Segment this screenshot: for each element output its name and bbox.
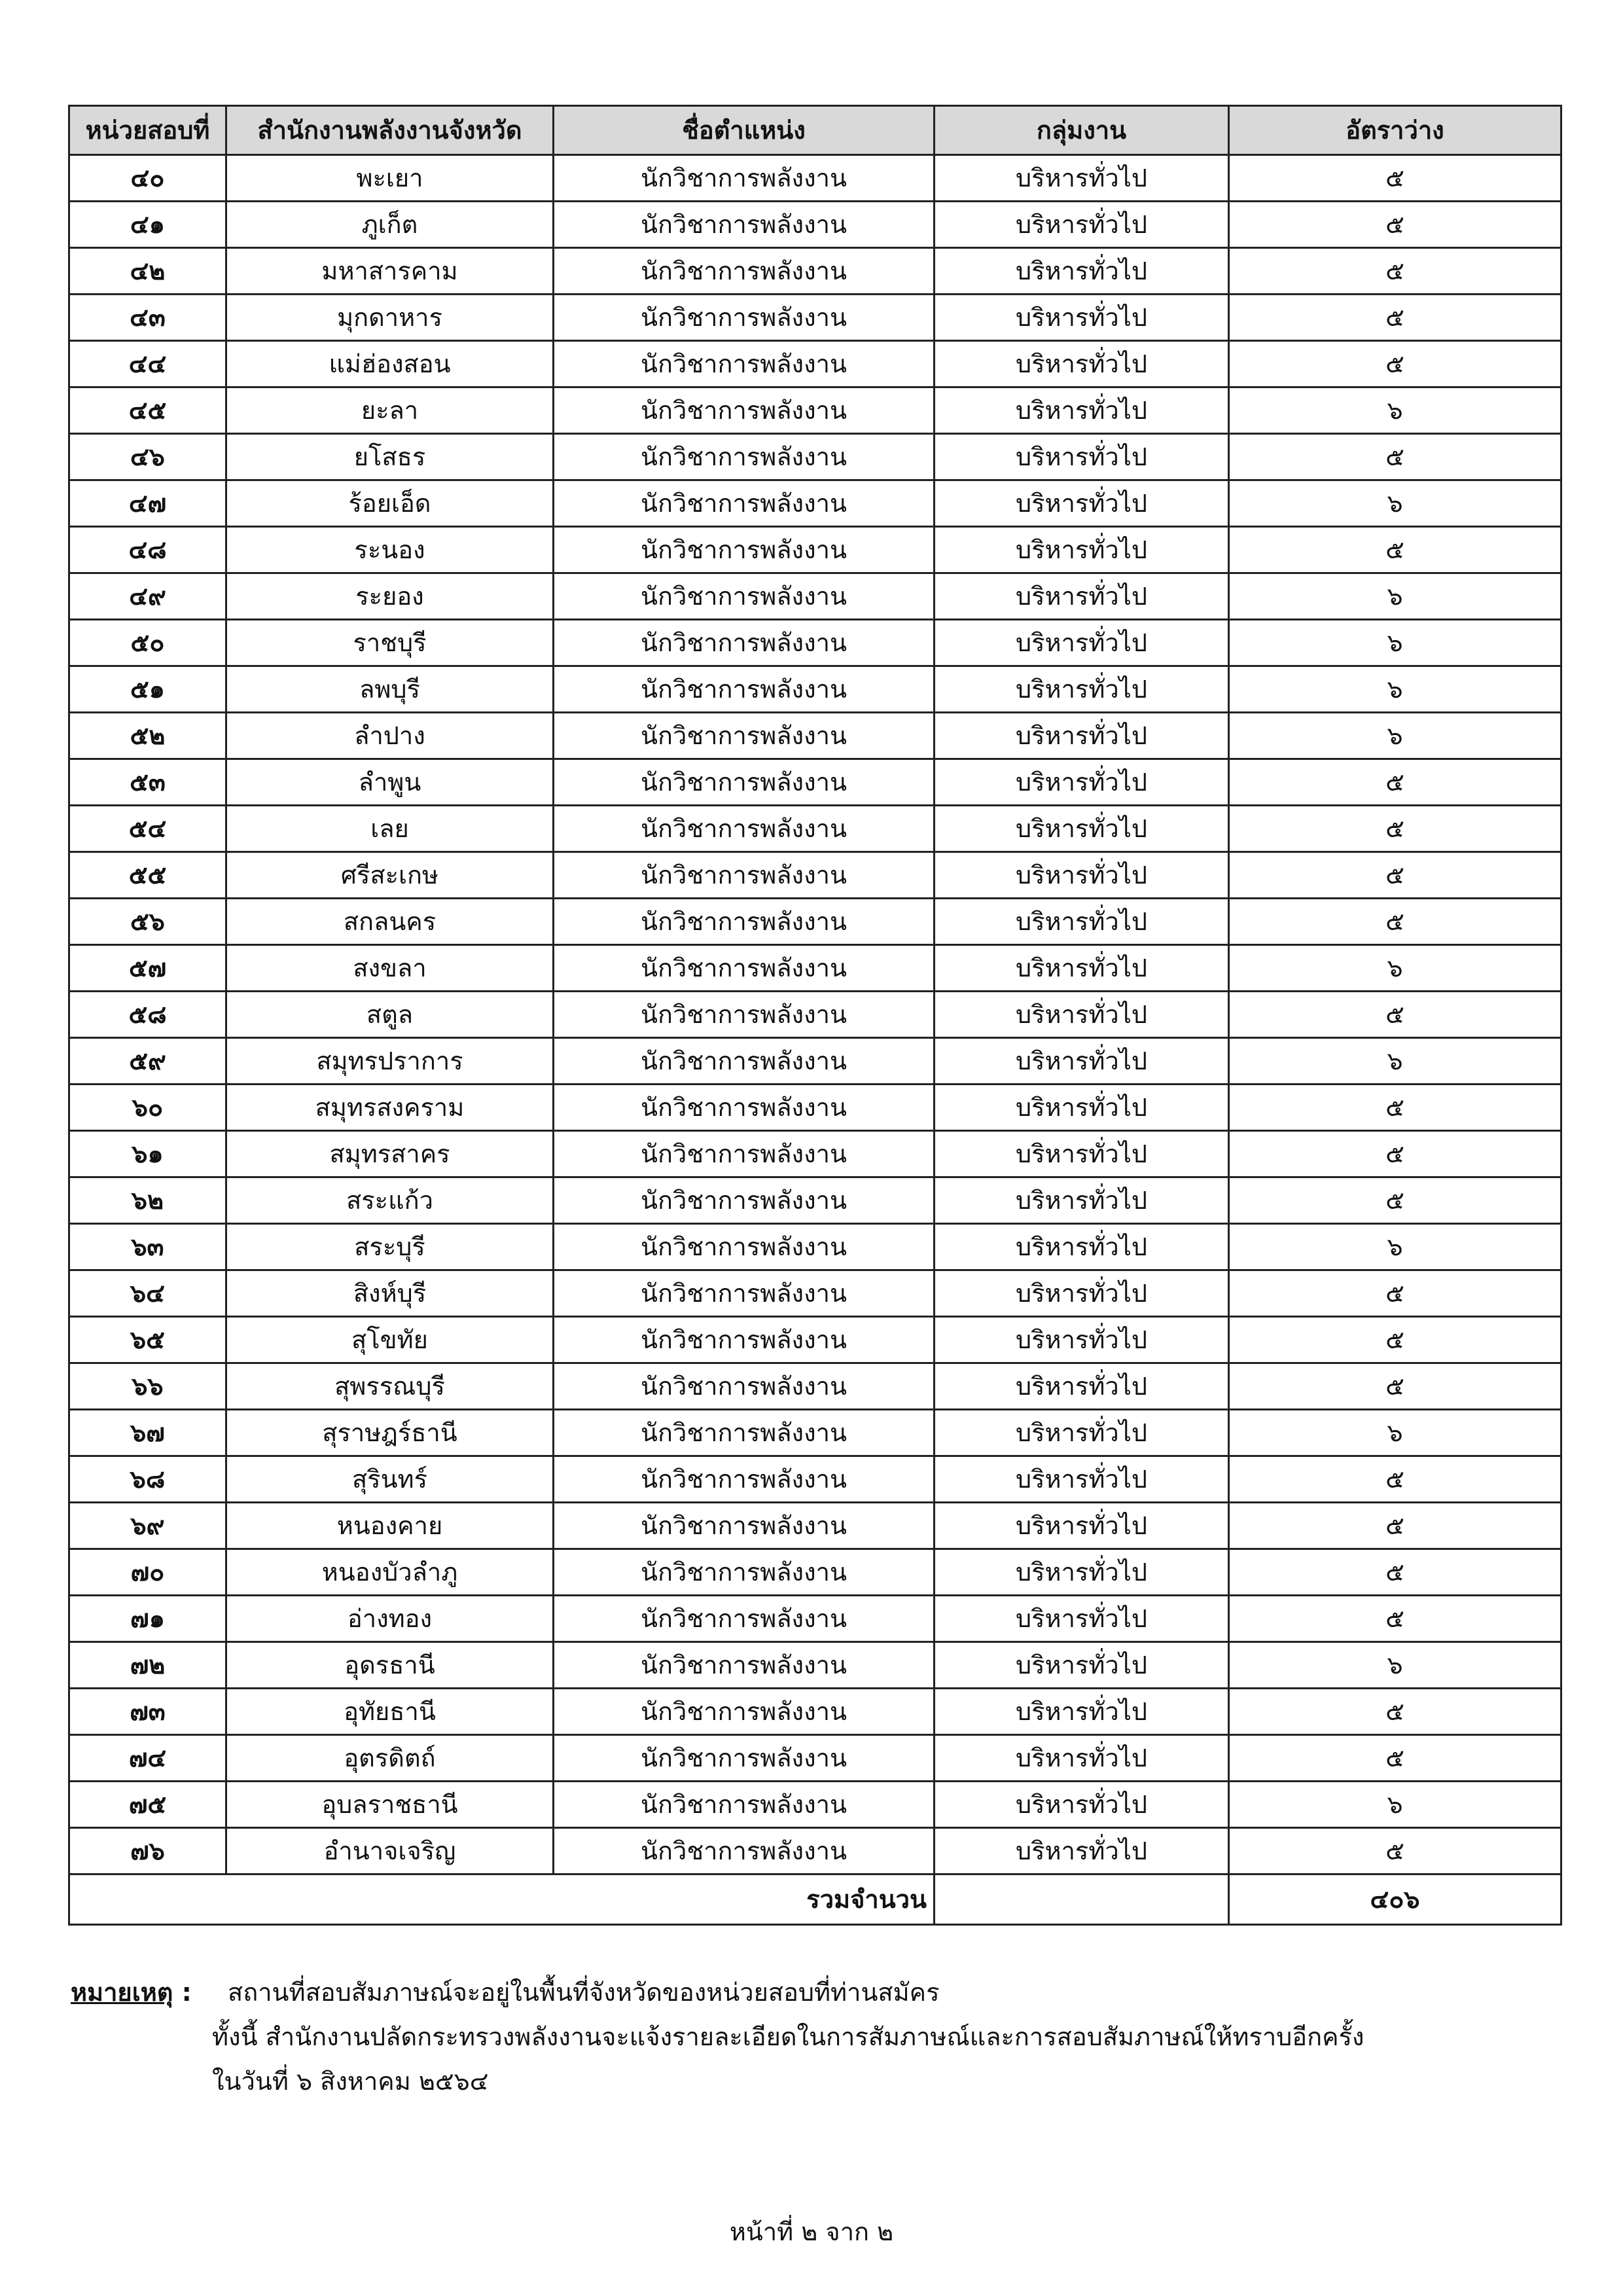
cell-group: บริหารทั่วไป	[935, 1038, 1229, 1085]
cell-group: บริหารทั่วไป	[935, 387, 1229, 434]
table-row	[69, 1689, 1561, 1735]
table-row	[69, 573, 1561, 620]
cell-unit: ๕๖	[69, 899, 226, 945]
cell-rate: ๖	[1229, 713, 1561, 759]
cell-office: ภูเก็ต	[226, 202, 554, 248]
cell-group: บริหารทั่วไป	[935, 1549, 1229, 1596]
cell-group: บริหารทั่วไป	[935, 480, 1229, 527]
cell-unit: ๔๐	[69, 155, 226, 202]
cell-group: บริหารทั่วไป	[935, 527, 1229, 573]
table-row	[69, 434, 1561, 480]
table-row	[69, 899, 1561, 945]
table-row	[69, 1177, 1561, 1224]
cell-position: นักวิชาการพลังงาน	[554, 1782, 935, 1828]
table-row	[69, 1456, 1561, 1503]
cell-unit: ๕๐	[69, 620, 226, 666]
cell-unit: ๔๓	[69, 295, 226, 341]
cell-office: สุราษฎร์ธานี	[226, 1410, 554, 1456]
cell-group: บริหารทั่วไป	[935, 1782, 1229, 1828]
table-row	[69, 1642, 1561, 1689]
cell-position: นักวิชาการพลังงาน	[554, 480, 935, 527]
table-row	[69, 620, 1561, 666]
cell-position: นักวิชาการพลังงาน	[554, 202, 935, 248]
cell-office: สุโขทัย	[226, 1317, 554, 1363]
total-label: รวมจำนวน	[69, 1874, 935, 1925]
vacancy-table	[68, 105, 1562, 1926]
cell-group: บริหารทั่วไป	[935, 620, 1229, 666]
cell-group: บริหารทั่วไป	[935, 202, 1229, 248]
cell-unit: ๖๔	[69, 1270, 226, 1317]
cell-rate: ๕	[1229, 1456, 1561, 1503]
cell-position: นักวิชาการพลังงาน	[554, 1689, 935, 1735]
cell-rate: ๕	[1229, 759, 1561, 806]
header-position: ชื่อตำแหน่ง	[554, 106, 935, 155]
table-row	[69, 295, 1561, 341]
cell-office: หนองคาย	[226, 1503, 554, 1549]
cell-office: ศรีสะเกษ	[226, 852, 554, 899]
cell-unit: ๖๕	[69, 1317, 226, 1363]
cell-unit: ๕๕	[69, 852, 226, 899]
cell-position: นักวิชาการพลังงาน	[554, 713, 935, 759]
cell-office: สมุทรสงคราม	[226, 1085, 554, 1131]
table-row	[69, 1782, 1561, 1828]
cell-office: สตูล	[226, 992, 554, 1038]
cell-rate: ๕	[1229, 1131, 1561, 1177]
cell-rate: ๕	[1229, 1689, 1561, 1735]
cell-office: หนองบัวลำภู	[226, 1549, 554, 1596]
cell-rate: ๕	[1229, 1363, 1561, 1410]
cell-unit: ๗๖	[69, 1828, 226, 1874]
note-section	[71, 1970, 1510, 2104]
cell-rate: ๖	[1229, 480, 1561, 527]
cell-group: บริหารทั่วไป	[935, 248, 1229, 295]
cell-office: ร้อยเอ็ด	[226, 480, 554, 527]
cell-office: สิงห์บุรี	[226, 1270, 554, 1317]
table-row	[69, 1038, 1561, 1085]
table-body	[69, 155, 1561, 1874]
cell-office: สระบุรี	[226, 1224, 554, 1270]
total-empty-cell	[935, 1874, 1229, 1925]
cell-office: สระแก้ว	[226, 1177, 554, 1224]
header-office: สำนักงานพลังงานจังหวัด	[226, 106, 554, 155]
cell-position: นักวิชาการพลังงาน	[554, 1456, 935, 1503]
cell-unit: ๖๙	[69, 1503, 226, 1549]
cell-rate: ๕	[1229, 434, 1561, 480]
cell-position: นักวิชาการพลังงาน	[554, 248, 935, 295]
table-row	[69, 1503, 1561, 1549]
cell-office: ราชบุรี	[226, 620, 554, 666]
cell-rate: ๕	[1229, 1317, 1561, 1363]
table-header-row	[69, 106, 1561, 155]
cell-position: นักวิชาการพลังงาน	[554, 620, 935, 666]
table-row	[69, 1363, 1561, 1410]
cell-unit: ๗๑	[69, 1596, 226, 1642]
cell-position: นักวิชาการพลังงาน	[554, 155, 935, 202]
cell-rate: ๖	[1229, 620, 1561, 666]
cell-position: นักวิชาการพลังงาน	[554, 295, 935, 341]
cell-group: บริหารทั่วไป	[935, 1735, 1229, 1782]
cell-unit: ๗๒	[69, 1642, 226, 1689]
cell-unit: ๕๑	[69, 666, 226, 713]
table-row	[69, 1270, 1561, 1317]
cell-office: อุตรดิตถ์	[226, 1735, 554, 1782]
table-row	[69, 666, 1561, 713]
cell-group: บริหารทั่วไป	[935, 1085, 1229, 1131]
cell-group: บริหารทั่วไป	[935, 573, 1229, 620]
cell-position: นักวิชาการพลังงาน	[554, 1317, 935, 1363]
cell-group: บริหารทั่วไป	[935, 1317, 1229, 1363]
table-row	[69, 341, 1561, 387]
cell-office: ระนอง	[226, 527, 554, 573]
table-row	[69, 759, 1561, 806]
cell-unit: ๕๗	[69, 945, 226, 992]
table-total-row	[69, 1874, 1561, 1925]
cell-office: ยโสธร	[226, 434, 554, 480]
cell-unit: ๔๗	[69, 480, 226, 527]
table-row	[69, 852, 1561, 899]
cell-group: บริหารทั่วไป	[935, 1689, 1229, 1735]
cell-rate: ๖	[1229, 1038, 1561, 1085]
note-label-colon: :	[173, 1978, 192, 2007]
cell-unit: ๗๐	[69, 1549, 226, 1596]
cell-position: นักวิชาการพลังงาน	[554, 1177, 935, 1224]
cell-position: นักวิชาการพลังงาน	[554, 1642, 935, 1689]
cell-unit: ๔๘	[69, 527, 226, 573]
cell-rate: ๖	[1229, 1410, 1561, 1456]
cell-rate: ๕	[1229, 202, 1561, 248]
cell-group: บริหารทั่วไป	[935, 1177, 1229, 1224]
cell-unit: ๗๔	[69, 1735, 226, 1782]
cell-position: นักวิชาการพลังงาน	[554, 387, 935, 434]
header-group: กลุ่มงาน	[935, 106, 1229, 155]
cell-office: มุกดาหาร	[226, 295, 554, 341]
cell-rate: ๖	[1229, 945, 1561, 992]
cell-office: ยะลา	[226, 387, 554, 434]
cell-unit: ๔๒	[69, 248, 226, 295]
cell-group: บริหารทั่วไป	[935, 155, 1229, 202]
cell-position: นักวิชาการพลังงาน	[554, 527, 935, 573]
cell-unit: ๔๑	[69, 202, 226, 248]
cell-group: บริหารทั่วไป	[935, 1456, 1229, 1503]
cell-office: สุพรรณบุรี	[226, 1363, 554, 1410]
cell-rate: ๖	[1229, 666, 1561, 713]
table-row	[69, 992, 1561, 1038]
cell-position: นักวิชาการพลังงาน	[554, 1503, 935, 1549]
cell-rate: ๖	[1229, 1224, 1561, 1270]
table-row	[69, 1549, 1561, 1596]
cell-rate: ๕	[1229, 527, 1561, 573]
cell-unit: ๕๒	[69, 713, 226, 759]
cell-office: อุดรธานี	[226, 1642, 554, 1689]
cell-position: นักวิชาการพลังงาน	[554, 1270, 935, 1317]
cell-group: บริหารทั่วไป	[935, 945, 1229, 992]
cell-position: นักวิชาการพลังงาน	[554, 992, 935, 1038]
table-row	[69, 1410, 1561, 1456]
cell-group: บริหารทั่วไป	[935, 1270, 1229, 1317]
cell-rate: ๕	[1229, 992, 1561, 1038]
cell-office: ระยอง	[226, 573, 554, 620]
table-row	[69, 1085, 1561, 1131]
cell-position: นักวิชาการพลังงาน	[554, 1596, 935, 1642]
cell-rate: ๕	[1229, 1503, 1561, 1549]
table-row	[69, 1131, 1561, 1177]
cell-group: บริหารทั่วไป	[935, 852, 1229, 899]
cell-position: นักวิชาการพลังงาน	[554, 1224, 935, 1270]
cell-group: บริหารทั่วไป	[935, 1596, 1229, 1642]
cell-position: นักวิชาการพลังงาน	[554, 666, 935, 713]
note-label	[71, 1970, 228, 2015]
table-row	[69, 202, 1561, 248]
table-row	[69, 1596, 1561, 1642]
cell-office: ลำปาง	[226, 713, 554, 759]
table-row	[69, 1224, 1561, 1270]
page-number: หน้าที่ ๒ จาก ๒	[729, 2217, 894, 2246]
cell-office: อุทัยธานี	[226, 1689, 554, 1735]
cell-office: สงขลา	[226, 945, 554, 992]
table-row	[69, 387, 1561, 434]
cell-group: บริหารทั่วไป	[935, 713, 1229, 759]
cell-rate: ๖	[1229, 387, 1561, 434]
cell-group: บริหารทั่วไป	[935, 899, 1229, 945]
cell-rate: ๕	[1229, 1596, 1561, 1642]
cell-rate: ๕	[1229, 806, 1561, 852]
cell-group: บริหารทั่วไป	[935, 434, 1229, 480]
cell-position: นักวิชาการพลังงาน	[554, 899, 935, 945]
cell-rate: ๕	[1229, 852, 1561, 899]
cell-unit: ๕๙	[69, 1038, 226, 1085]
cell-unit: ๔๕	[69, 387, 226, 434]
cell-rate: ๕	[1229, 1270, 1561, 1317]
cell-position: นักวิชาการพลังงาน	[554, 945, 935, 992]
cell-office: พะเยา	[226, 155, 554, 202]
table-row	[69, 480, 1561, 527]
cell-position: นักวิชาการพลังงาน	[554, 1085, 935, 1131]
cell-position: นักวิชาการพลังงาน	[554, 806, 935, 852]
cell-rate: ๕	[1229, 248, 1561, 295]
header-unit: หน่วยสอบที่	[69, 106, 226, 155]
table-row	[69, 248, 1561, 295]
cell-office: ลำพูน	[226, 759, 554, 806]
cell-group: บริหารทั่วไป	[935, 666, 1229, 713]
table-row	[69, 155, 1561, 202]
cell-office: อำนาจเจริญ	[226, 1828, 554, 1874]
cell-group: บริหารทั่วไป	[935, 1363, 1229, 1410]
cell-unit: ๗๓	[69, 1689, 226, 1735]
cell-rate: ๕	[1229, 1828, 1561, 1874]
cell-unit: ๔๔	[69, 341, 226, 387]
cell-unit: ๕๘	[69, 992, 226, 1038]
cell-group: บริหารทั่วไป	[935, 992, 1229, 1038]
table-row	[69, 1317, 1561, 1363]
cell-group: บริหารทั่วไป	[935, 759, 1229, 806]
cell-position: นักวิชาการพลังงาน	[554, 852, 935, 899]
cell-office: สมุทรปราการ	[226, 1038, 554, 1085]
cell-rate: ๕	[1229, 341, 1561, 387]
table-row	[69, 527, 1561, 573]
cell-position: นักวิชาการพลังงาน	[554, 1828, 935, 1874]
cell-office: สมุทรสาคร	[226, 1131, 554, 1177]
vacancy-table-container	[68, 105, 1560, 1926]
cell-rate: ๕	[1229, 899, 1561, 945]
table-row	[69, 945, 1561, 992]
cell-rate: ๖	[1229, 573, 1561, 620]
cell-group: บริหารทั่วไป	[935, 1642, 1229, 1689]
total-value: ๔๐๖	[1229, 1874, 1561, 1925]
cell-group: บริหารทั่วไป	[935, 1503, 1229, 1549]
cell-position: นักวิชาการพลังงาน	[554, 759, 935, 806]
cell-office: อ่างทอง	[226, 1596, 554, 1642]
note-first-line	[71, 1970, 1510, 2015]
cell-position: นักวิชาการพลังงาน	[554, 1410, 935, 1456]
table-row	[69, 1828, 1561, 1874]
note-line-1: สถานที่สอบสัมภาษณ์จะอยู่ในพื้นที่จังหวัดของหน่วยสอบที่ท่านสมัคร	[228, 1978, 940, 2007]
cell-group: บริหารทั่วไป	[935, 1131, 1229, 1177]
cell-position: นักวิชาการพลังงาน	[554, 434, 935, 480]
cell-position: นักวิชาการพลังงาน	[554, 1735, 935, 1782]
cell-rate: ๕	[1229, 1549, 1561, 1596]
cell-group: บริหารทั่วไป	[935, 1410, 1229, 1456]
cell-rate: ๕	[1229, 155, 1561, 202]
cell-office: มหาสารคาม	[226, 248, 554, 295]
cell-office: ลพบุรี	[226, 666, 554, 713]
cell-unit: ๗๕	[69, 1782, 226, 1828]
note-line-3: ในวันที่ ๖ สิงหาคม ๒๕๖๔	[212, 2067, 489, 2096]
cell-office: อุบลราชธานี	[226, 1782, 554, 1828]
table-row	[69, 713, 1561, 759]
cell-rate: ๖	[1229, 1782, 1561, 1828]
cell-position: นักวิชาการพลังงาน	[554, 341, 935, 387]
note-label-text: หมายเหตุ	[71, 1978, 173, 2007]
cell-unit: ๖๓	[69, 1224, 226, 1270]
cell-group: บริหารทั่วไป	[935, 295, 1229, 341]
table-row	[69, 806, 1561, 852]
cell-office: เลย	[226, 806, 554, 852]
cell-group: บริหารทั่วไป	[935, 806, 1229, 852]
cell-unit: ๖๖	[69, 1363, 226, 1410]
cell-position: นักวิชาการพลังงาน	[554, 1131, 935, 1177]
cell-position: นักวิชาการพลังงาน	[554, 1363, 935, 1410]
cell-position: นักวิชาการพลังงาน	[554, 1549, 935, 1596]
cell-group: บริหารทั่วไป	[935, 341, 1229, 387]
header-rate: อัตราว่าง	[1229, 106, 1561, 155]
cell-unit: ๕๓	[69, 759, 226, 806]
table-row	[69, 1735, 1561, 1782]
cell-unit: ๖๐	[69, 1085, 226, 1131]
cell-rate: ๕	[1229, 1085, 1561, 1131]
cell-unit: ๖๘	[69, 1456, 226, 1503]
cell-office: สุรินทร์	[226, 1456, 554, 1503]
cell-position: นักวิชาการพลังงาน	[554, 1038, 935, 1085]
cell-rate: ๕	[1229, 1177, 1561, 1224]
cell-group: บริหารทั่วไป	[935, 1828, 1229, 1874]
cell-rate: ๖	[1229, 1642, 1561, 1689]
cell-unit: ๔๖	[69, 434, 226, 480]
cell-unit: ๖๑	[69, 1131, 226, 1177]
cell-unit: ๔๙	[69, 573, 226, 620]
cell-unit: ๕๔	[69, 806, 226, 852]
cell-rate: ๕	[1229, 295, 1561, 341]
cell-group: บริหารทั่วไป	[935, 1224, 1229, 1270]
cell-office: แม่ฮ่องสอน	[226, 341, 554, 387]
cell-unit: ๖๒	[69, 1177, 226, 1224]
note-line-2: ทั้งนี้ สำนักงานปลัดกระทรวงพลังงานจะแจ้งรายละเอียดในการสัมภาษณ์และการสอบสัมภาษณ์ให้ทราบอีกครั้ง	[212, 2022, 1364, 2051]
cell-position: นักวิชาการพลังงาน	[554, 573, 935, 620]
cell-unit: ๖๗	[69, 1410, 226, 1456]
cell-office: สกลนคร	[226, 899, 554, 945]
cell-rate: ๕	[1229, 1735, 1561, 1782]
